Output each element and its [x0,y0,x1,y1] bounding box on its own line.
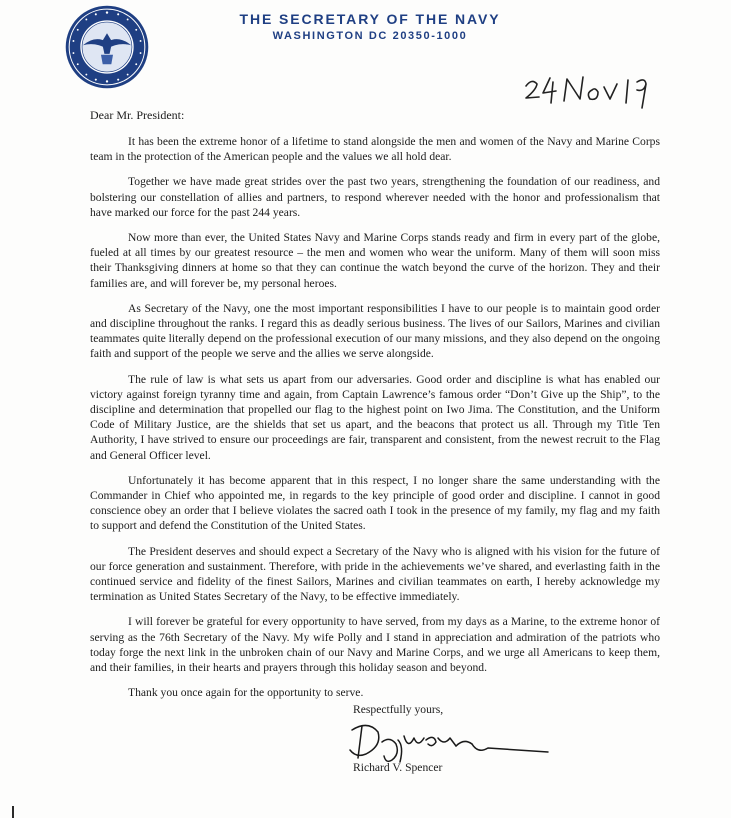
paragraph: Unfortunately it has become apparent that in this respect, I no longer share the same understanding with the Commander in Chief who appointed me, in regards to the key principle of good order and discipline. I cannot in good conscience obey an order that I believe violates the sacred oath I took in the presence of my family, my flag and my faith to support and defend the Constitution of the United States. [90,473,660,533]
paragraph: Thank you once again for the opportunity to serve. [128,686,364,700]
closing: Respectfully yours, [353,703,444,716]
paragraph: It has been the extreme honor of a lifetime to stand alongside the men and women of the Navy and Marine Corps team in the protection of the American people and the values we all hold dear. [90,135,660,164]
paragraph: Together we have made great strides over the past two years, strengthening the foundation of our readiness, and bolstering our constellation of allies and partners, to respond wherever needed with the honor and professionalism that have marked our force for the past 244 years. [90,175,660,219]
paragraph: The President deserves and should expect a Secretary of the Navy who is aligned with his vision for the future of our force generation and sustainment. Therefore, with pride in the achievements we’ve shared, and everlasting faith in the continued service and fidelity of the finest Sailors, Marines and civilian teammates on earth, I hereby acknowledge my termination as United States Secretary of the Navy, to be effective immediately. [90,544,660,604]
handwritten-date [520,70,650,115]
department-of-defense-seal-icon [64,4,150,90]
signer-name: Richard V. Spencer [353,761,443,774]
letterhead-address: WASHINGTON DC 20350-1000 [272,30,468,42]
letterhead [190,10,550,44]
paragraph: I will forever be grateful for every opportunity to have served, from my days as a Marine, to the extreme honor of serving as the 76th Secretary of the Navy. My wife Polly and I stand in appreciation and admiration of the patriots who today forge the next link in the unbroken chain of our Navy and Marine Corps, and we urge all Americans to keep them, and their families, in their hearts and prayers through this holiday season and beyond. [90,615,660,675]
scan-mark [12,806,14,818]
paragraph: Now more than ever, the United States Navy and Marine Corps stands ready and firm in every part of the globe, fueled at all times by our greatest resource – the men and women who wear the uniform. Many of them will soon miss their Thanksgiving dinners at home so that they can continue the watch beyond the curve of the horizon. They and their families are, and will forever be, my personal heroes. [90,231,660,290]
letter-body [90,134,660,711]
paragraph: The rule of law is what sets us apart from our adversaries. Good order and discipline is what has enabled our victory against foreign tyranny time and again, from Captain Lawrence’s famous order “Don’t Give up the Ship”, to the discipline and determination that propelled our flag to the highest point on Iwo Jima. The Constitution, and the Uniform Code of Military Justice, are the shields that set us apart, and the beacons that protect us all. Through my Title Ten Authority, I have strived to ensure our proceedings are fair, transparent and consistent, from the newest recruit to the Flag and General Officer level. [90,372,660,462]
paragraph: As Secretary of the Navy, one the most important responsibilities I have to our people is to maintain good order and discipline throughout the ranks. I regard this as deadly serious business. The lives of our Sailors, Marines and civilian teammates quite literally depend on the professional execution of our many missions, and they also depend on the ongoing faith and support of the people we serve and the allies we serve alongside. [90,301,660,361]
letterhead-office: THE SECRETARY OF THE NAVY [239,11,501,27]
salutation: Dear Mr. President: [90,108,185,122]
